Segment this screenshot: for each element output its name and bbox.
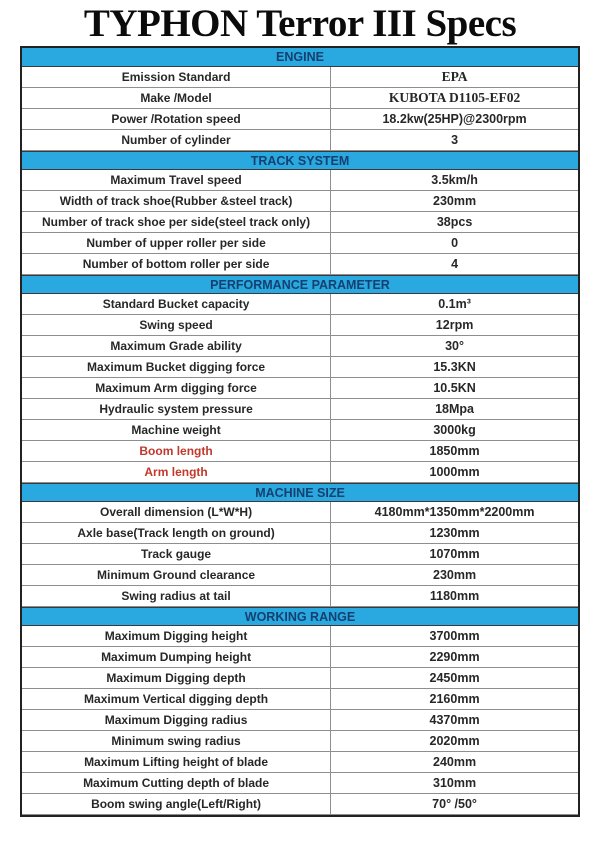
spec-row	[22, 294, 578, 315]
spec-label: Swing radius at tail	[22, 586, 331, 606]
spec-row	[22, 647, 578, 668]
spec-label: Maximum Dumping height	[22, 647, 331, 667]
spec-row	[22, 462, 578, 483]
spec-value: 4370mm	[429, 713, 480, 727]
spec-row	[22, 731, 578, 752]
spec-row	[22, 586, 578, 607]
spec-label: Boom length	[22, 441, 331, 461]
spec-row	[22, 710, 578, 731]
spec-label: Maximum Arm digging force	[22, 378, 331, 398]
spec-label: Power /Rotation speed	[22, 109, 331, 129]
spec-row	[22, 689, 578, 710]
spec-label: Boom swing angle(Left/Right)	[22, 794, 331, 814]
spec-row	[22, 502, 578, 523]
spec-value: 1850mm	[429, 444, 480, 458]
spec-value: 3.5km/h	[431, 173, 478, 187]
spec-value: 1070mm	[429, 547, 480, 561]
spec-row	[22, 191, 578, 212]
spec-row	[22, 752, 578, 773]
spec-label: Maximum Grade ability	[22, 336, 331, 356]
spec-label: Overall dimension (L*W*H)	[22, 502, 331, 522]
spec-value: 240mm	[433, 755, 477, 769]
spec-value: 15.3KN	[433, 360, 476, 374]
spec-value: 3	[451, 133, 459, 147]
spec-row	[22, 441, 578, 462]
spec-label: Number of cylinder	[22, 130, 331, 150]
spec-value: 4	[451, 257, 459, 271]
spec-value: 3000kg	[433, 423, 476, 437]
spec-row	[22, 399, 578, 420]
spec-label: Number of track shoe per side(steel track only)	[22, 212, 331, 232]
spec-row	[22, 378, 578, 399]
spec-row	[22, 170, 578, 191]
spec-value: 18.2kw(25HP)@2300rpm	[382, 112, 527, 126]
spec-value: 2290mm	[429, 650, 480, 664]
spec-row	[22, 130, 578, 151]
spec-label: Machine weight	[22, 420, 331, 440]
spec-row	[22, 88, 578, 109]
spec-row	[22, 67, 578, 88]
spec-value: 230mm	[433, 194, 477, 208]
page-title: TYPHON Terror III Specs	[83, 2, 517, 45]
spec-value: 2020mm	[429, 734, 480, 748]
spec-label: Maximum Bucket digging force	[22, 357, 331, 377]
spec-value: 10.5KN	[433, 381, 476, 395]
spec-label: Maximum Digging depth	[22, 668, 331, 688]
spec-row	[22, 336, 578, 357]
spec-value: 0.1m³	[438, 297, 471, 311]
spec-value: 1230mm	[429, 526, 480, 540]
spec-value: 1000mm	[429, 465, 480, 479]
spec-value: 38pcs	[436, 215, 473, 229]
spec-row	[22, 523, 578, 544]
spec-value: 18Mpa	[435, 402, 475, 416]
spec-row	[22, 420, 578, 441]
spec-row	[22, 544, 578, 565]
spec-value: 2450mm	[429, 671, 480, 685]
spec-row	[22, 233, 578, 254]
spec-label: Number of bottom roller per side	[22, 254, 331, 274]
spec-label: Make /Model	[22, 88, 331, 108]
spec-value: 310mm	[433, 776, 477, 790]
spec-label: Arm length	[22, 462, 331, 482]
spec-row	[22, 626, 578, 647]
spec-value: EPA	[441, 69, 468, 84]
spec-label: Width of track shoe(Rubber &steel track)	[22, 191, 331, 211]
spec-label: Swing speed	[22, 315, 331, 335]
spec-label: Axle base(Track length on ground)	[22, 523, 331, 543]
spec-value: 12rpm	[435, 318, 474, 332]
spec-label: Number of upper roller per side	[22, 233, 331, 253]
spec-value: 70° /50°	[432, 797, 477, 811]
spec-row	[22, 254, 578, 275]
spec-table	[20, 46, 580, 817]
spec-row	[22, 773, 578, 794]
section-header-machine-size: MACHINE SIZE	[22, 483, 578, 502]
spec-label: Minimum swing radius	[22, 731, 331, 751]
spec-label: Maximum Digging height	[22, 626, 331, 646]
spec-row	[22, 357, 578, 378]
spec-label: Maximum Lifting height of blade	[22, 752, 331, 772]
spec-value: 2160mm	[429, 692, 480, 706]
spec-label: Emission Standard	[22, 67, 331, 87]
spec-value: 0	[451, 236, 459, 250]
spec-label: Minimum Ground clearance	[22, 565, 331, 585]
spec-label: Maximum Vertical digging depth	[22, 689, 331, 709]
spec-value: 30°	[445, 339, 465, 353]
spec-label: Hydraulic system pressure	[22, 399, 331, 419]
section-header-engine: ENGINE	[22, 48, 578, 67]
spec-label: Maximum Digging radius	[22, 710, 331, 730]
spec-row	[22, 794, 578, 815]
spec-row	[22, 565, 578, 586]
spec-row	[22, 109, 578, 130]
spec-value: 4180mm*1350mm*2200mm	[374, 505, 535, 519]
spec-value: 3700mm	[429, 629, 480, 643]
spec-row	[22, 212, 578, 233]
spec-label: Maximum Travel speed	[22, 170, 331, 190]
spec-label: Track gauge	[22, 544, 331, 564]
spec-value: KUBOTA D1105-EF02	[388, 90, 521, 105]
spec-row	[22, 315, 578, 336]
section-header-track-system: TRACK SYSTEM	[22, 151, 578, 170]
spec-value: 230mm	[433, 568, 477, 582]
section-header-working-range: WORKING RANGE	[22, 607, 578, 626]
spec-value: 1180mm	[429, 589, 480, 603]
spec-row	[22, 668, 578, 689]
spec-label: Standard Bucket capacity	[22, 294, 331, 314]
section-header-performance-parameter: PERFORMANCE PARAMETER	[22, 275, 578, 294]
spec-label: Maximum Cutting depth of blade	[22, 773, 331, 793]
